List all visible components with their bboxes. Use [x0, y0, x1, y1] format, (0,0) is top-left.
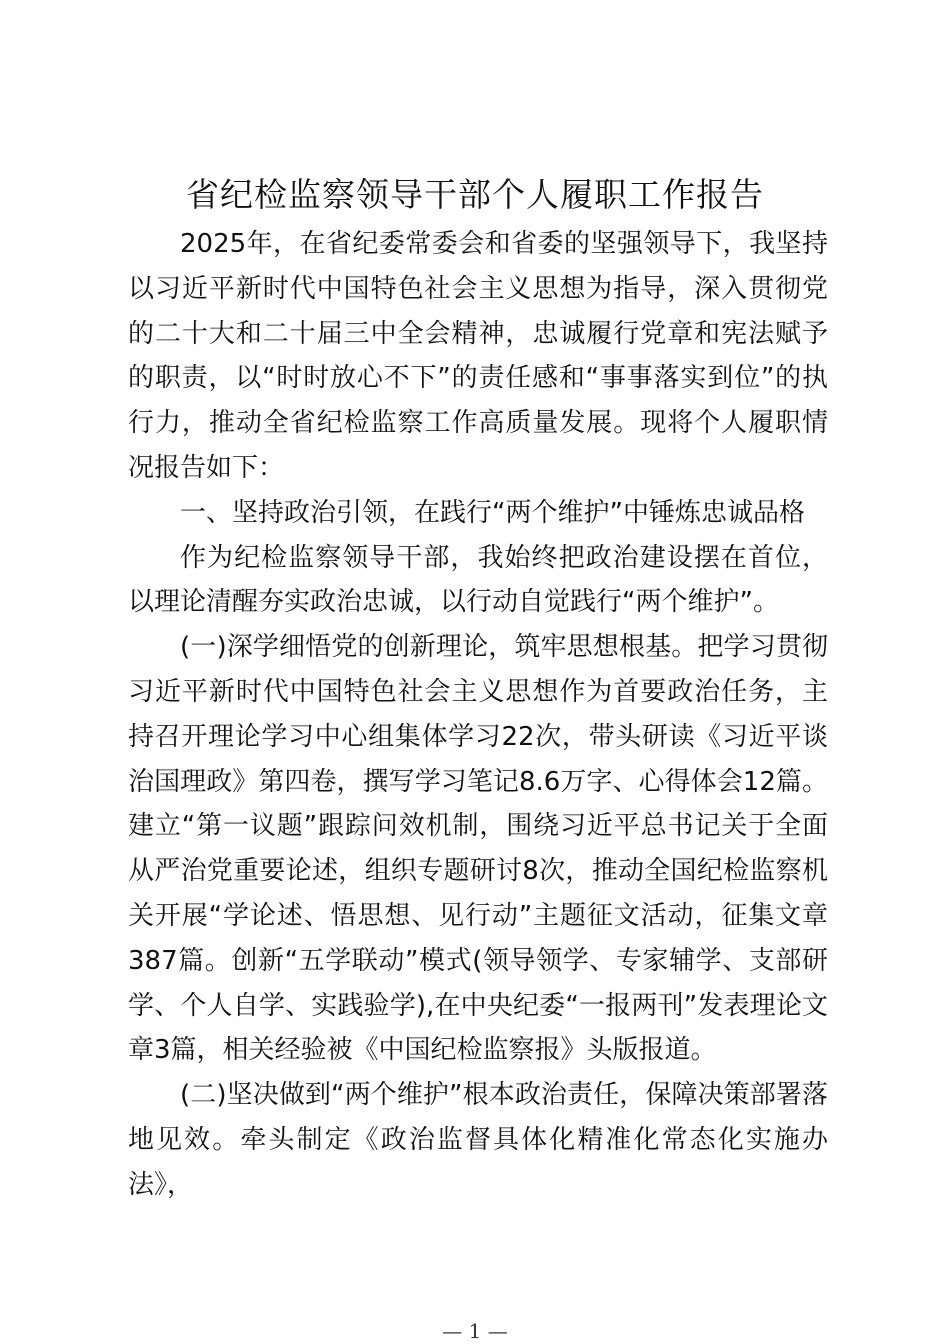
section-heading: 一、坚持政治引领，在践行“两个维护”中锤炼忠诚品格 — [180, 497, 805, 528]
subsection-paragraph-2: (二)坚决做到“两个维护”根本政治责任，保障决策部署落地见效。牵头制定《政治监督具体化精准化常态化实施办法》， — [128, 1080, 828, 1200]
page-number: — 1 — — [442, 1319, 508, 1343]
document-title: 省纪检监察领导干部个人履职工作报告 — [186, 175, 764, 214]
subsection-paragraph-1: (一)深学细悟党的创新理论，筑牢思想根基。把学习贯彻习近平新时代中国特色社会主义思想作为首要政治任务，主持召开理论学习中心组集体学习22次，带头研读《习近平谈治国理政》第四卷，撰写学习笔记8.6万字、心得体会12篇。建立“第一议题”跟踪问效机制，围绕习近平总书记关于全面从严治党重要论述，组织专题研讨8次，推动全国纪检监察机关开展“学论述、悟思想、见行动”主题征文活动，征集文章387篇。创新“五学联动”模式(领导领学、专家辅学、支部研学、个人自学、实践验学),在中央纪委“一报两刊”发表理论文章3篇，相关经验被《中国纪检监察报》头版报道。 — [128, 632, 828, 1066]
intro-paragraph: 2025年，在省纪委常委会和省委的坚强领导下，我坚持以习近平新时代中国特色社会主义思想为指导，深入贯彻党的二十大和二十届三中全会精神，忠诚履行党章和宪法赋予的职责，以“时时放心不下”的责任感和“事事落实到位”的执行力，推动全省纪检监察工作高质量发展。现将个人履职情况报告如下： — [128, 229, 828, 483]
section-intro-paragraph: 作为纪检监察领导干部，我始终把政治建设摆在首位，以理论清醒夯实政治忠诚，以行动自觉践行“两个维护”。 — [128, 542, 828, 618]
document-body — [128, 222, 828, 1208]
